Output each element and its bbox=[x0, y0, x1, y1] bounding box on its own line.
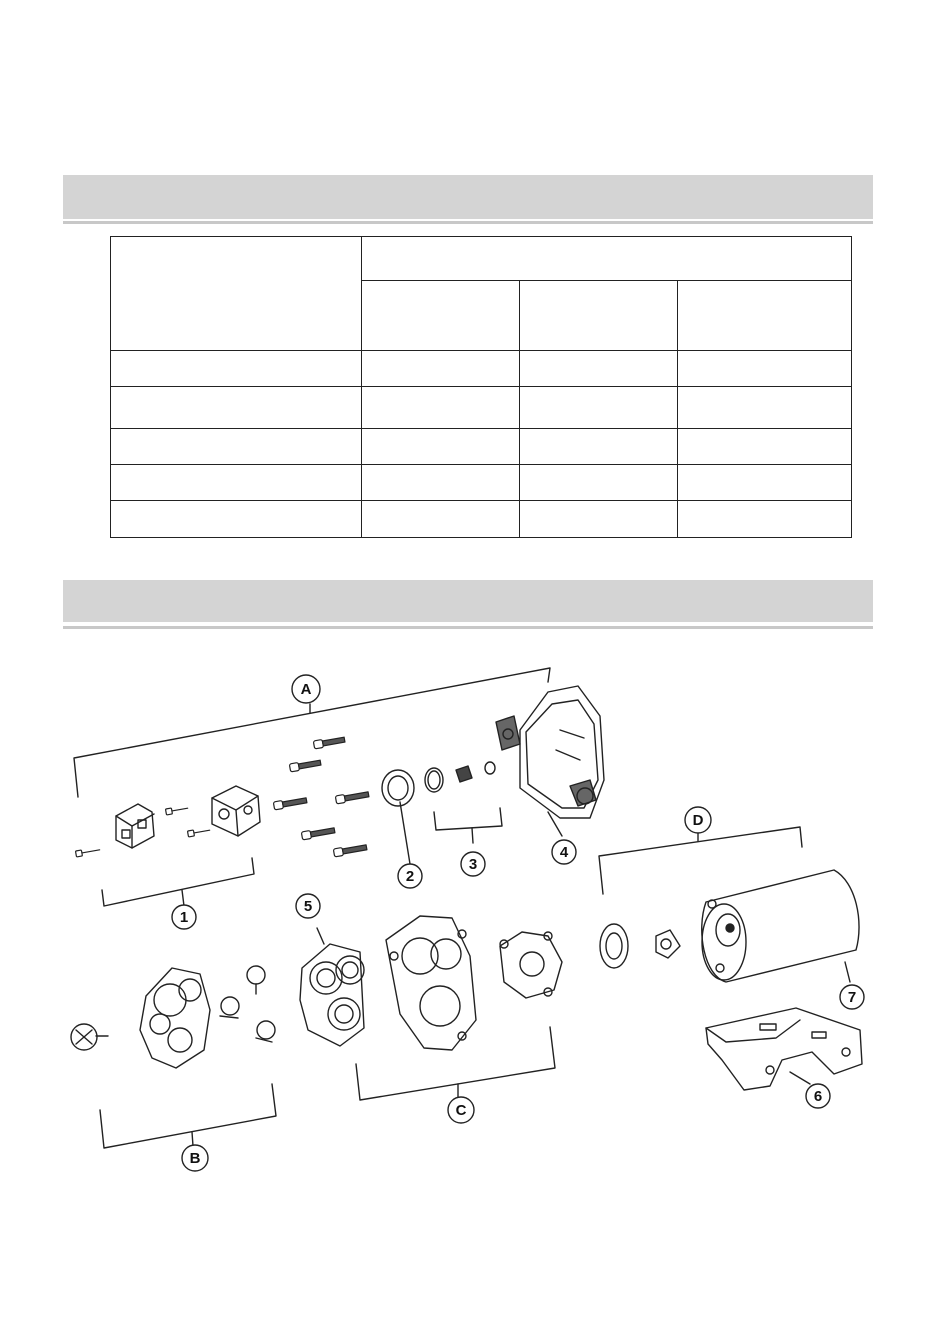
motor-7 bbox=[702, 870, 859, 982]
table-row bbox=[111, 501, 852, 538]
table-cell bbox=[678, 387, 852, 429]
table-cell bbox=[678, 351, 852, 387]
bracket-d bbox=[599, 827, 802, 894]
table-header-row bbox=[111, 237, 852, 281]
table-cell bbox=[362, 501, 520, 538]
table-column-header bbox=[362, 281, 520, 351]
table-header-label bbox=[111, 237, 362, 351]
pump-housing-c bbox=[386, 916, 476, 1050]
callout-4: 4 bbox=[559, 844, 569, 861]
exploded-parts-diagram bbox=[0, 640, 933, 1180]
bracket-3 bbox=[434, 808, 502, 843]
table-cell bbox=[520, 351, 678, 387]
switch-block-left bbox=[116, 804, 154, 848]
table-row bbox=[111, 465, 852, 501]
table-row-label bbox=[111, 351, 362, 387]
callout-3: 3 bbox=[468, 856, 478, 873]
table-row-label bbox=[111, 429, 362, 465]
switch-block-right bbox=[212, 786, 260, 836]
table-row-label bbox=[111, 387, 362, 429]
table-cell bbox=[520, 387, 678, 429]
callout-1: 1 bbox=[179, 909, 189, 926]
table-cell bbox=[520, 501, 678, 538]
pump-head-4 bbox=[496, 686, 604, 818]
group-b-assembly bbox=[71, 966, 275, 1068]
callout-2: 2 bbox=[405, 868, 415, 885]
table-cell bbox=[520, 429, 678, 465]
table-row bbox=[111, 351, 852, 387]
table-row bbox=[111, 429, 852, 465]
callout-6: 6 bbox=[813, 1088, 823, 1105]
table-cell bbox=[678, 429, 852, 465]
callout-5: 5 bbox=[303, 898, 313, 915]
callout-c: C bbox=[455, 1102, 467, 1119]
specifications-table bbox=[110, 236, 852, 538]
table-cell bbox=[362, 429, 520, 465]
callout-d: D bbox=[692, 812, 704, 829]
o-ring-2 bbox=[382, 770, 414, 806]
mounting-bracket-6 bbox=[706, 1008, 862, 1090]
callout-7: 7 bbox=[847, 989, 857, 1006]
bracket-b bbox=[100, 1084, 276, 1148]
specifications-section-bar bbox=[63, 175, 873, 219]
table-row-label bbox=[111, 465, 362, 501]
specifications-section-rule bbox=[63, 221, 873, 224]
bracket-1 bbox=[102, 858, 254, 906]
table-row-label bbox=[111, 501, 362, 538]
callout-a: A bbox=[300, 681, 312, 698]
table-cell bbox=[362, 351, 520, 387]
table-cell bbox=[362, 465, 520, 501]
table-cell bbox=[520, 465, 678, 501]
table-cell bbox=[678, 465, 852, 501]
table-group-header bbox=[362, 237, 852, 281]
table-row bbox=[111, 387, 852, 429]
callout-b: B bbox=[189, 1150, 201, 1167]
parts-section-bar bbox=[63, 580, 873, 622]
table-cell bbox=[678, 501, 852, 538]
valve-set-3 bbox=[425, 762, 495, 792]
wobble-plate bbox=[500, 932, 562, 998]
diaphragm-5 bbox=[300, 944, 364, 1046]
table-cell bbox=[362, 387, 520, 429]
table-column-header bbox=[520, 281, 678, 351]
bearing-d bbox=[600, 924, 680, 968]
table-column-header bbox=[678, 281, 852, 351]
parts-section-rule bbox=[63, 626, 873, 629]
